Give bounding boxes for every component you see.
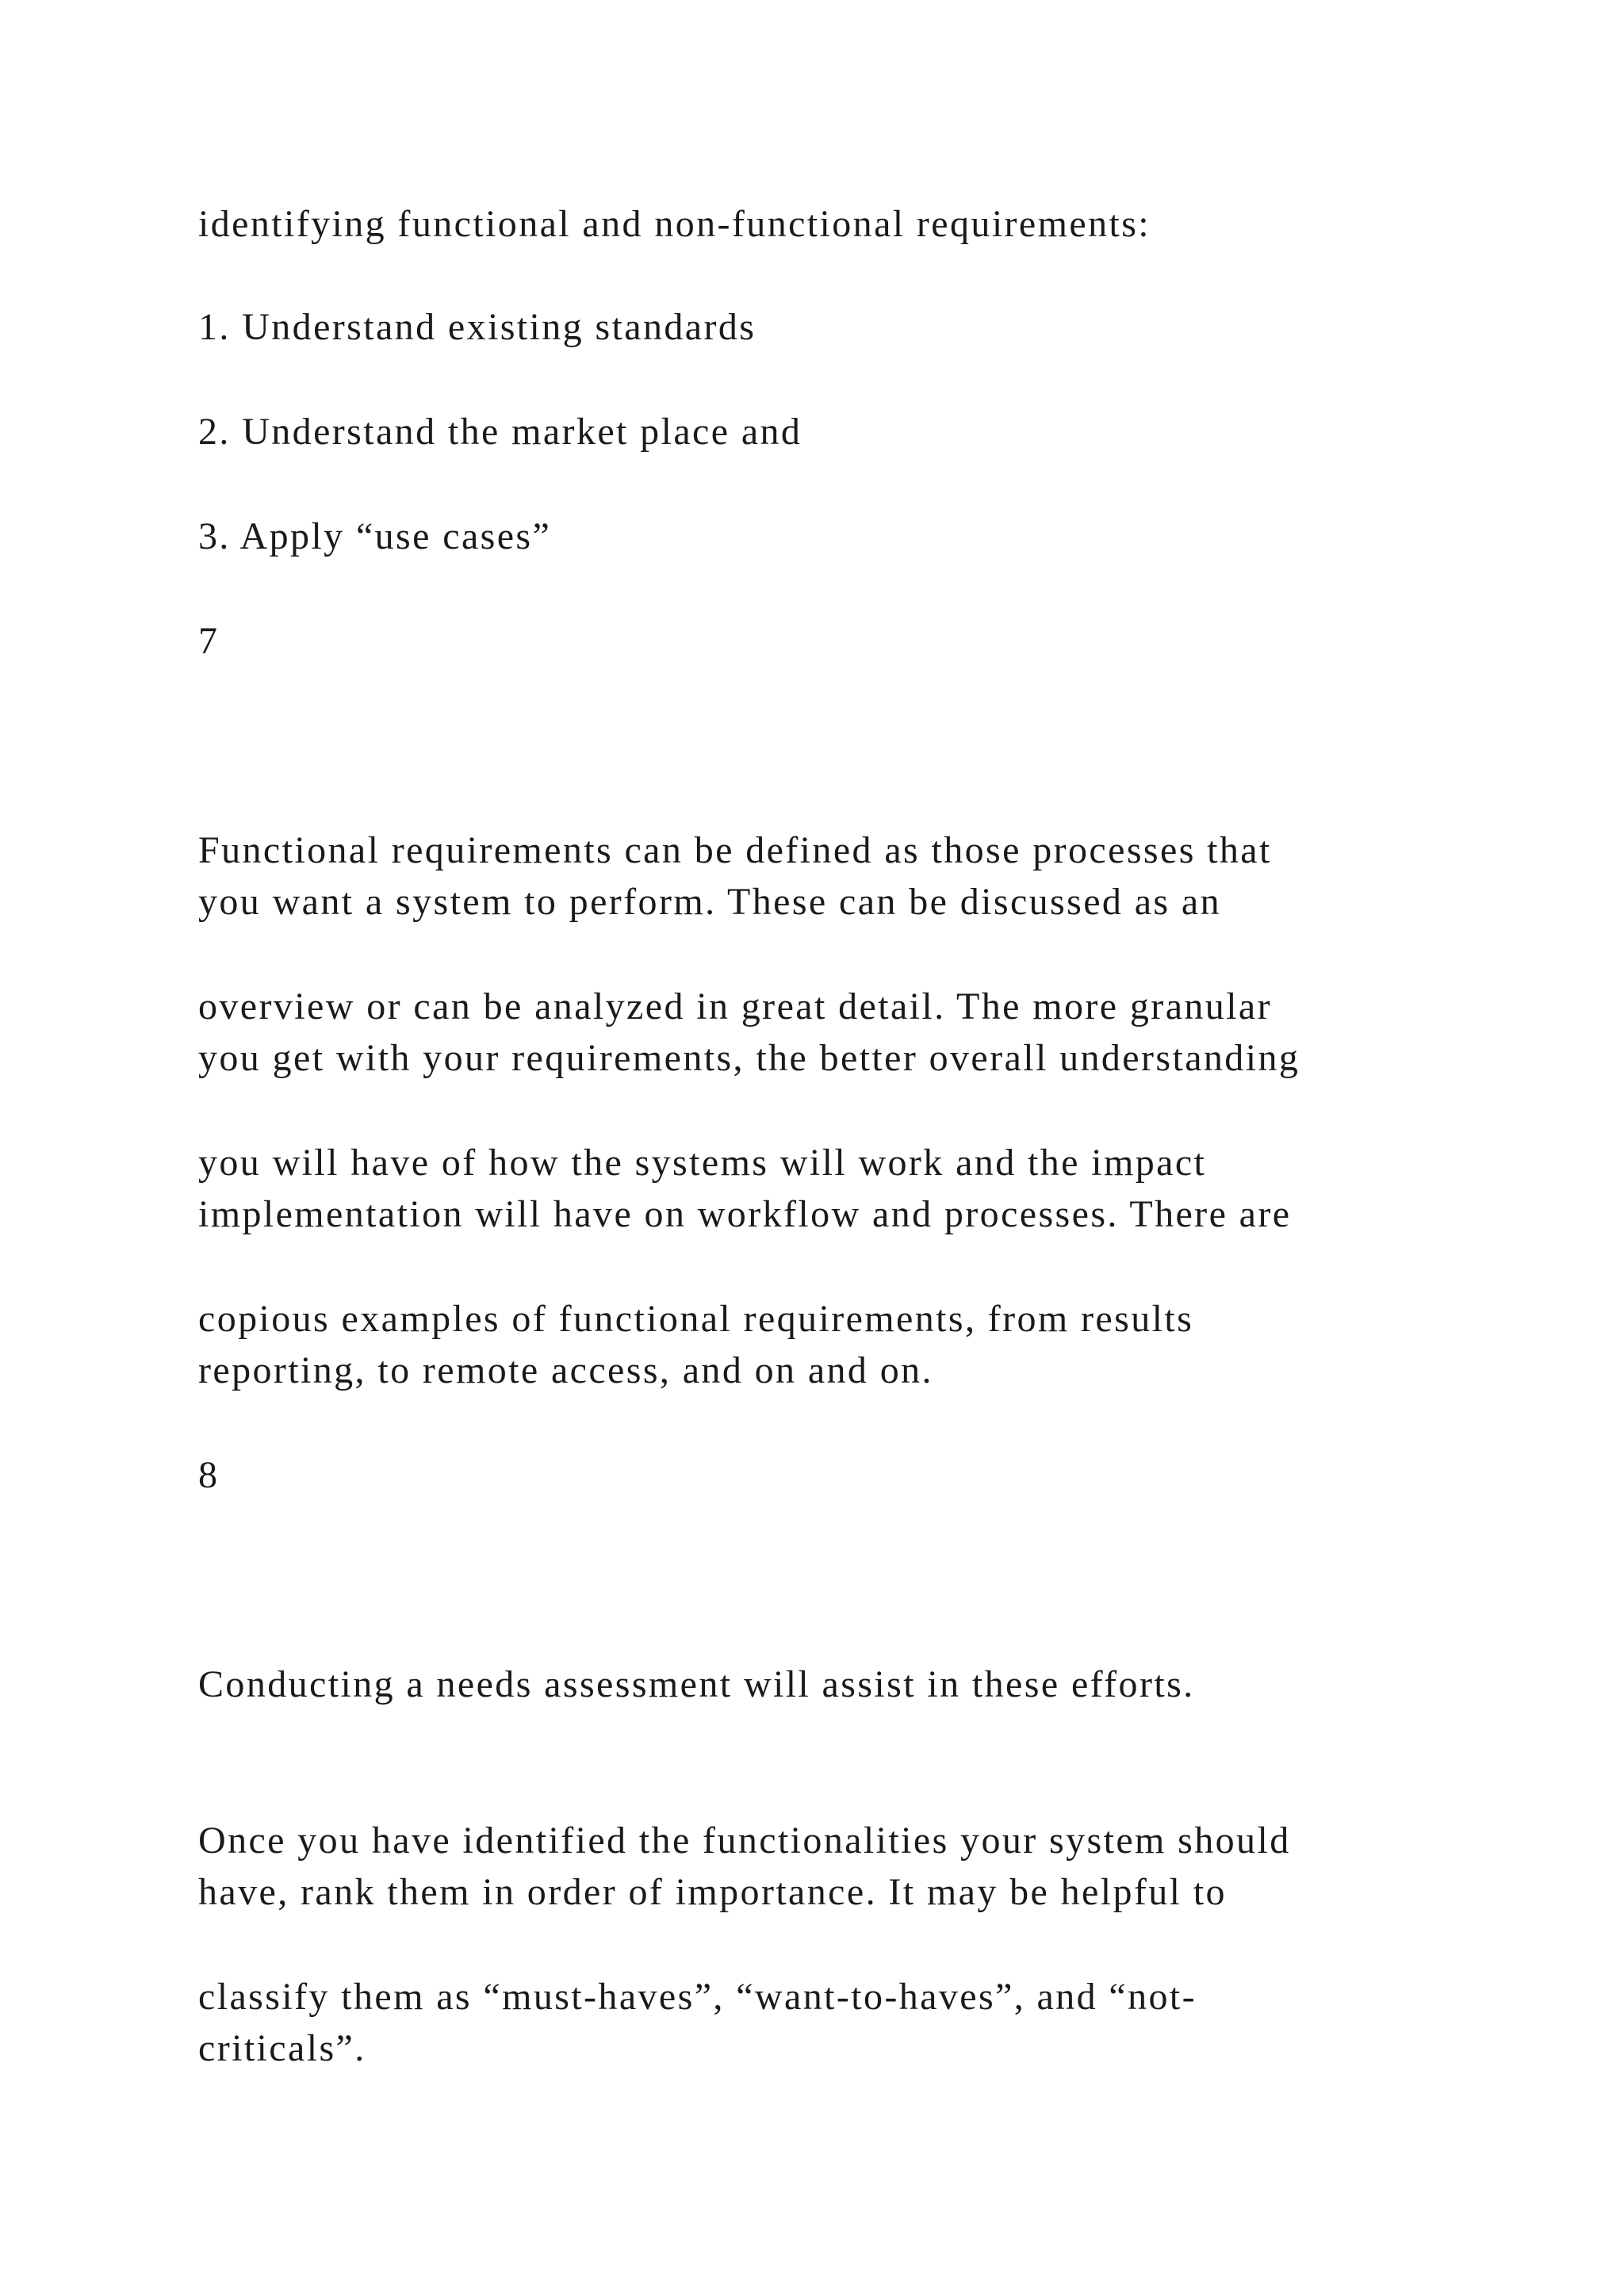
ranking-line-1: Once you have identified the functionalities your system should — [198, 1820, 1291, 1862]
step-1: 1. Understand existing standards — [198, 306, 756, 348]
functional-line-1: Functional requirements can be defined as those processes that — [198, 829, 1272, 871]
page-number-8: 8 — [198, 1454, 220, 1496]
functional-line-7: copious examples of functional requirements, from results — [198, 1298, 1194, 1340]
functional-line-6: implementation will have on workflow and processes. There are — [198, 1193, 1292, 1235]
functional-line-2: you want a system to perform. These can be discussed as an — [198, 881, 1222, 923]
functional-line-4: you get with your requirements, the better overall understanding — [198, 1037, 1300, 1079]
step-2: 2. Understand the market place and — [198, 411, 802, 453]
needs-assessment-line: Conducting a needs assessment will assist in these efforts. — [198, 1663, 1195, 1705]
ranking-line-3: classify them as “must-haves”, “want-to-haves”, and “not- — [198, 1976, 1197, 2018]
step-3: 3. Apply “use cases” — [198, 515, 552, 557]
page-number-7: 7 — [198, 620, 220, 662]
functional-line-3: overview or can be analyzed in great detail. The more granular — [198, 985, 1273, 1027]
functional-line-5: you will have of how the systems will work and the impact — [198, 1142, 1207, 1184]
intro-lead: identifying functional and non-functional requirements: — [198, 203, 1151, 245]
ranking-line-4: criticals”. — [198, 2027, 366, 2069]
ranking-line-2: have, rank them in order of importance. It may be helpful to — [198, 1871, 1227, 1913]
functional-line-8: reporting, to remote access, and on and on. — [198, 1349, 933, 1391]
